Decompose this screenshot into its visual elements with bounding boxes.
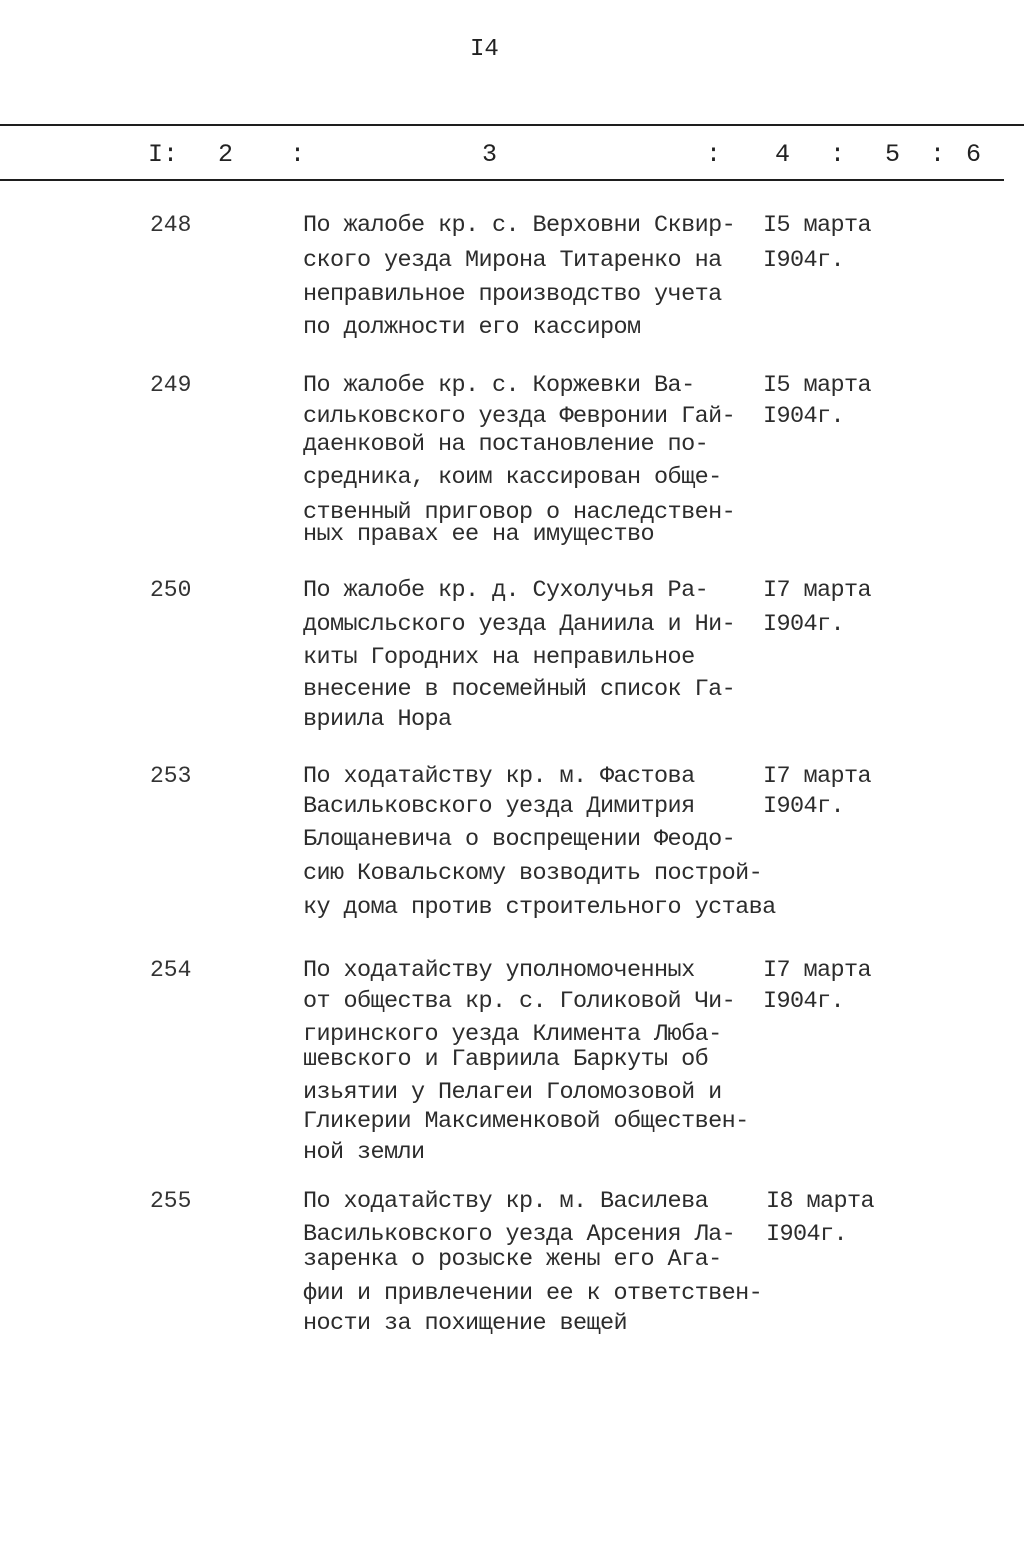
entry-description-line: По ходатайству уполномоченных xyxy=(303,957,695,984)
entry-description-line: заренка о розыске жены его Ага- xyxy=(303,1246,722,1273)
entry-description-line: от общества кр. с. Голиковой Чи- xyxy=(303,988,736,1015)
entry-description-line: Васильковского уезда Димитрия xyxy=(303,793,695,820)
entry-description-line: ского уезда Мирона Титаренко на xyxy=(303,247,722,274)
entry-number: 248 xyxy=(150,212,192,238)
entry-date-day-month: I5 марта xyxy=(763,212,872,239)
entry-date-year: I904г. xyxy=(763,988,845,1015)
entry-description-line: По жалобе кр. с. Коржевки Ва- xyxy=(303,372,695,399)
entry-description-line: по должности его кассиром xyxy=(303,314,641,341)
entry-date-day-month: I7 марта xyxy=(763,577,872,604)
entry-description-line: По жалобе кр. с. Верховни Сквир- xyxy=(303,212,736,239)
column-separator: : xyxy=(706,140,722,169)
entry-description-line: сию Ковальскому возводить построй- xyxy=(303,860,763,887)
entry-date-day-month: I7 марта xyxy=(763,957,872,984)
column-header-5: 5 xyxy=(885,140,901,169)
entry-description-line: ственный приговор о наследствен- xyxy=(303,499,736,526)
table-header-bottom-rule xyxy=(0,179,1004,181)
entry-description-line: ку дома против строительного устава xyxy=(303,894,776,921)
entry-number: 254 xyxy=(150,957,192,983)
entry-description-line: По ходатайству кр. м. Василева xyxy=(303,1188,709,1215)
column-header-3: 3 xyxy=(482,140,498,169)
entry-date-day-month: I7 марта xyxy=(763,763,872,790)
entry-description-line: ности за похищение вещей xyxy=(303,1310,628,1337)
entry-description-line: сильковского уезда Февронии Гай- xyxy=(303,403,736,430)
entry-date-year: I904г. xyxy=(763,611,845,638)
entry-date-year: I904г. xyxy=(763,793,845,820)
entry-date-year: I904г. xyxy=(766,1221,848,1248)
entry-description-line: По ходатайству кр. м. Фастова xyxy=(303,763,695,790)
entry-description-line: внесение в посемейный список Га- xyxy=(303,676,736,703)
entry-date-year: I904г. xyxy=(763,403,845,430)
entry-number: 250 xyxy=(150,577,192,603)
column-header-1: I: xyxy=(148,140,179,169)
column-header-6: 6 xyxy=(966,140,982,169)
column-header-4: 4 xyxy=(775,140,791,169)
entry-description-line: Блощаневича о воспрещении Феодо- xyxy=(303,826,736,853)
entry-date-day-month: I8 марта xyxy=(766,1188,875,1215)
entry-description-line: гиринского уезда Климента Люба- xyxy=(303,1021,722,1048)
entry-number: 253 xyxy=(150,763,192,789)
entry-description-line: средника, коим кассирован обще- xyxy=(303,464,722,491)
column-header-2: 2 xyxy=(218,140,234,169)
entry-description-line: киты Городних на неправильное xyxy=(303,644,695,671)
entry-date-year: I904г. xyxy=(763,247,845,274)
entry-description-line: даенковой на постановление по- xyxy=(303,431,709,458)
entry-description-line: шевского и Гавриила Баркуты об xyxy=(303,1046,709,1073)
entry-description-line: ной земли xyxy=(303,1139,425,1166)
entry-description-line: неправильное производство учета xyxy=(303,281,722,308)
entry-description-line: домысльского уезда Даниила и Ни- xyxy=(303,611,736,638)
column-separator: : xyxy=(930,140,946,169)
page-number: I4 xyxy=(470,36,499,63)
column-separator: : xyxy=(830,140,846,169)
table-header-top-rule xyxy=(0,124,1024,126)
entry-description-line: По жалобе кр. д. Сухолучья Ра- xyxy=(303,577,709,604)
column-separator: : xyxy=(290,140,306,169)
entry-number: 249 xyxy=(150,372,192,398)
entry-description-line: фии и привлечении ее к ответствен- xyxy=(303,1280,763,1307)
entry-description-line: Васильковского уезда Арсения Ла- xyxy=(303,1221,736,1248)
entry-description-line: Гликерии Максименковой обществен- xyxy=(303,1108,749,1135)
entry-date-day-month: I5 марта xyxy=(763,372,872,399)
entry-description-line: ных правах ее на имущество xyxy=(303,521,655,548)
entry-description-line: изьятии у Пелагеи Голомозовой и xyxy=(303,1079,722,1106)
entry-number: 255 xyxy=(150,1188,192,1214)
entry-description-line: вриила Нора xyxy=(303,706,452,733)
